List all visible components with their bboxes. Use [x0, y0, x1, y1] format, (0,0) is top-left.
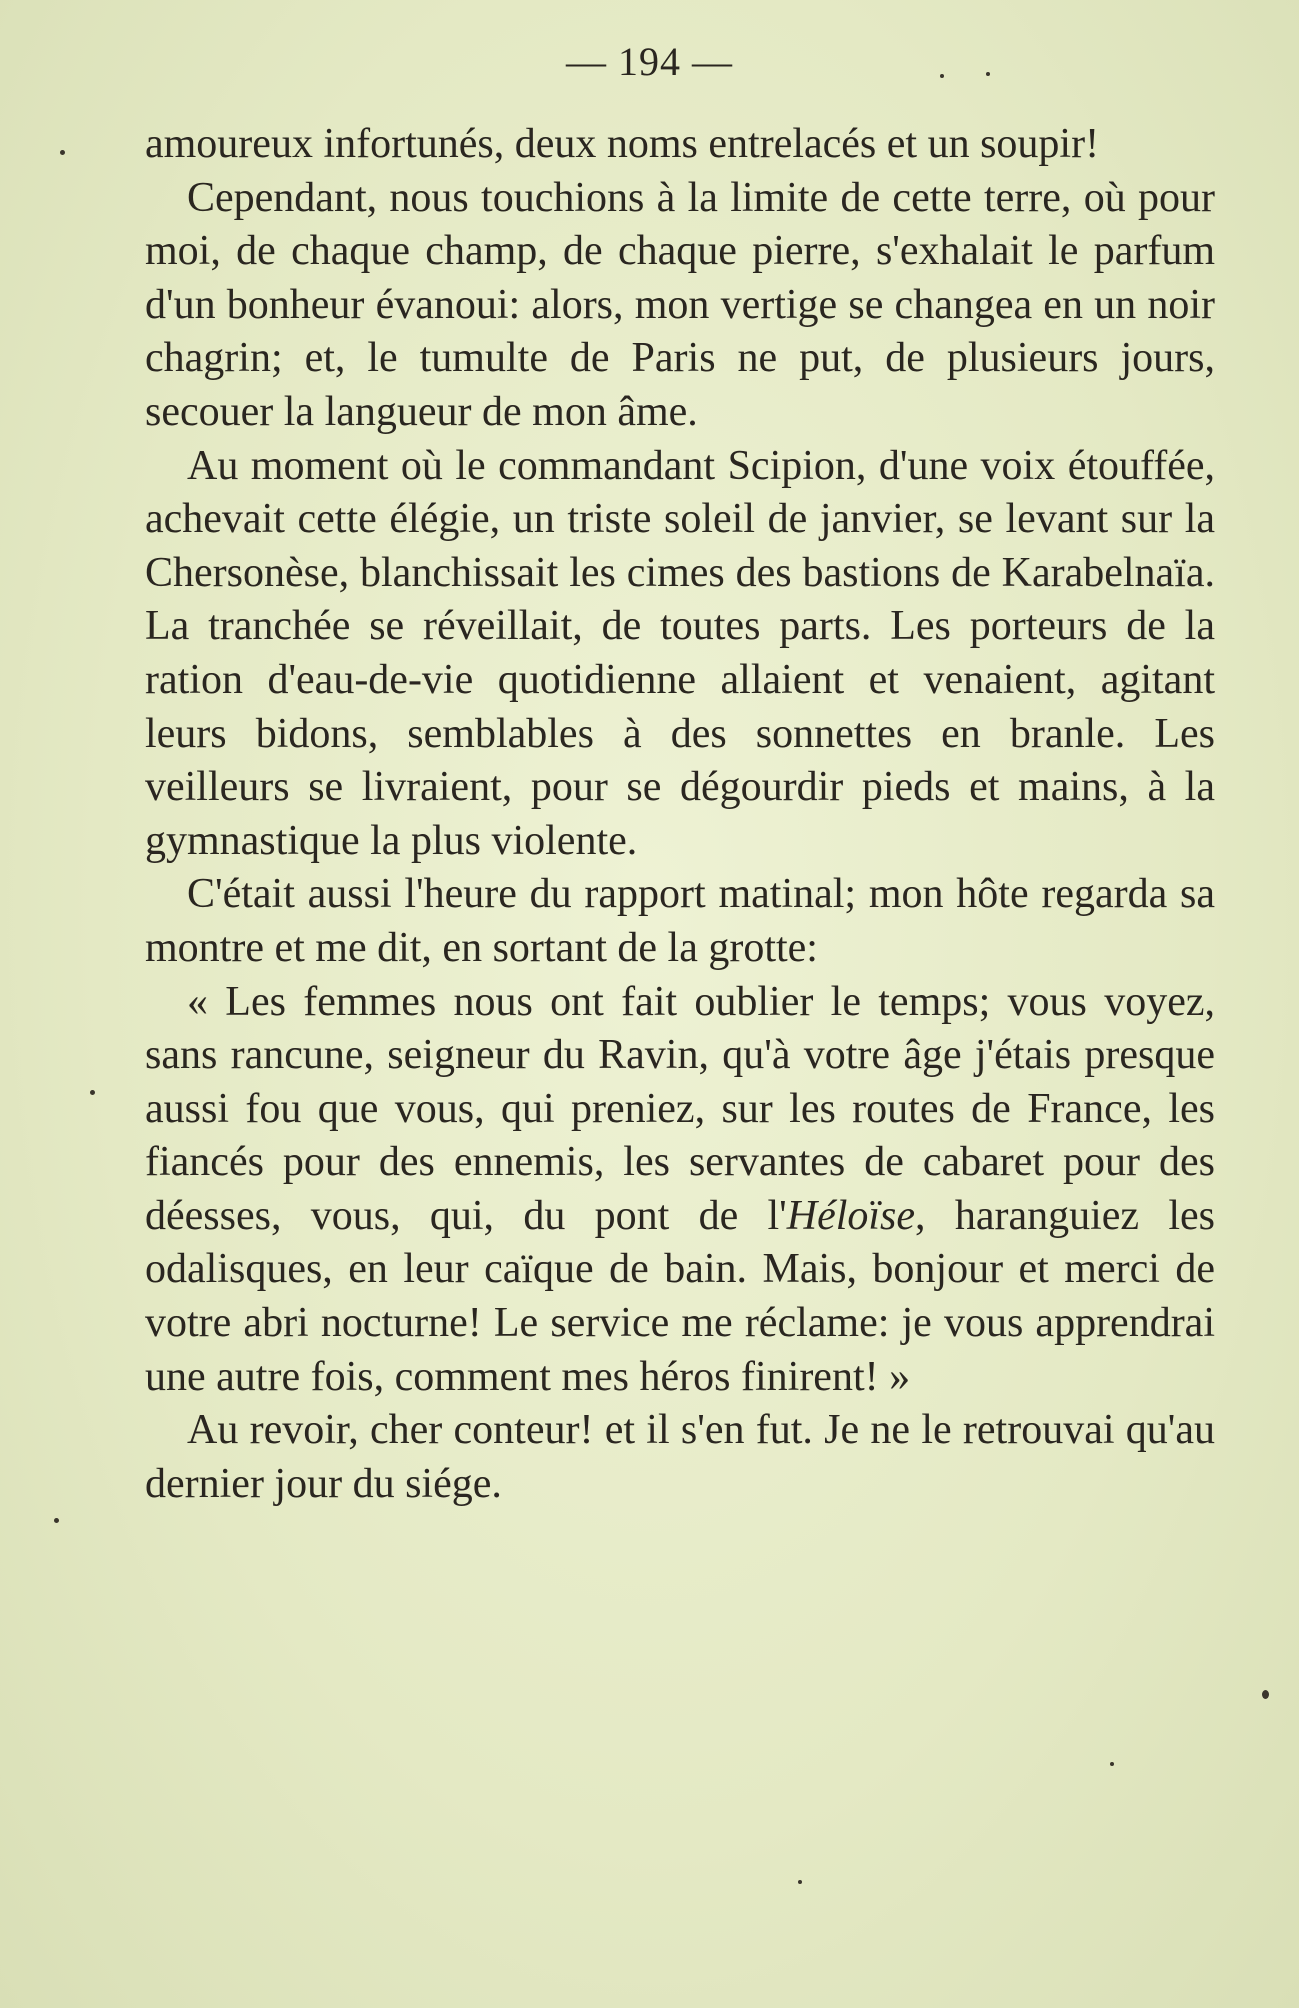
paragraph-rapport-matinal: C'était aussi l'heure du rapport matinal; mon hôte regarda sa montre et me dit, en sortant de la grotte:: [145, 871, 1215, 971]
print-speck: [1110, 1762, 1114, 1766]
ship-name-italic: Héloïse: [786, 1192, 916, 1239]
print-speck: [798, 1880, 802, 1884]
paragraph-au-moment: Au moment où le commandant Scipion, d'une voix étouffée, achevait cette élégie, un triste soleil de janvier, se levant sur la Chersonèse, blanchissait les cimes des bastions de Karabelnaïa. La tranchée se réveillait, de toutes parts. Les porteurs de la ration d'eau-de-vie quotidienne allaient et venaient, agitant leurs bidons, semblables à des sonnettes en branle. Les veilleurs se livraient, pour se dégourdir pieds et mains, à la gymnastique la plus violente.: [145, 442, 1215, 864]
body-text: [145, 118, 1215, 1511]
print-speck: [54, 1518, 59, 1523]
paragraph-quote: [145, 976, 1215, 1405]
print-speck: [1262, 1690, 1269, 1699]
page-number: — 194 —: [566, 39, 733, 84]
paragraph-continuation: amoureux infortunés, deux noms entrelacés et un soupir!: [145, 121, 1100, 167]
print-speck: [60, 150, 65, 155]
paragraph-au-revoir: Au revoir, cher conteur! et il s'en fut. Je ne le retrouvai qu'au dernier jour du siége.: [145, 1407, 1215, 1507]
print-speck: [940, 74, 944, 78]
print-speck: [90, 1090, 95, 1095]
paragraph-cependant: Cependant, nous touchions à la limite de cette terre, où pour moi, de chaque champ, de chaque pierre, s'exhalait le parfum d'un bonheur évanoui: alors, mon vertige se changea en un noir chagrin; et, le tumulte de Paris ne put, de plusieurs jours, secouer la langueur de mon âme.: [145, 174, 1215, 435]
quote-text-after: , haranguiez les odalisques, en leur caïque de bain. Mais, bonjour et merci de votre abri nocturne! Le service me réclame: je vous apprendrai une autre fois, comment mes héros finirent! »: [145, 1192, 1215, 1400]
print-speck: [986, 72, 990, 76]
quote-text-before: « Les femmes nous ont fait oublier le temps; vous voyez, sans rancune, seigneur du Ravin, qu'à votre âge j'étais presque aussi fou que vous, qui preniez, sur les routes de France, les fiancés pour des ennemis, les servantes de cabaret pour des déesses, vous, qui, du pont de l': [145, 978, 1215, 1239]
